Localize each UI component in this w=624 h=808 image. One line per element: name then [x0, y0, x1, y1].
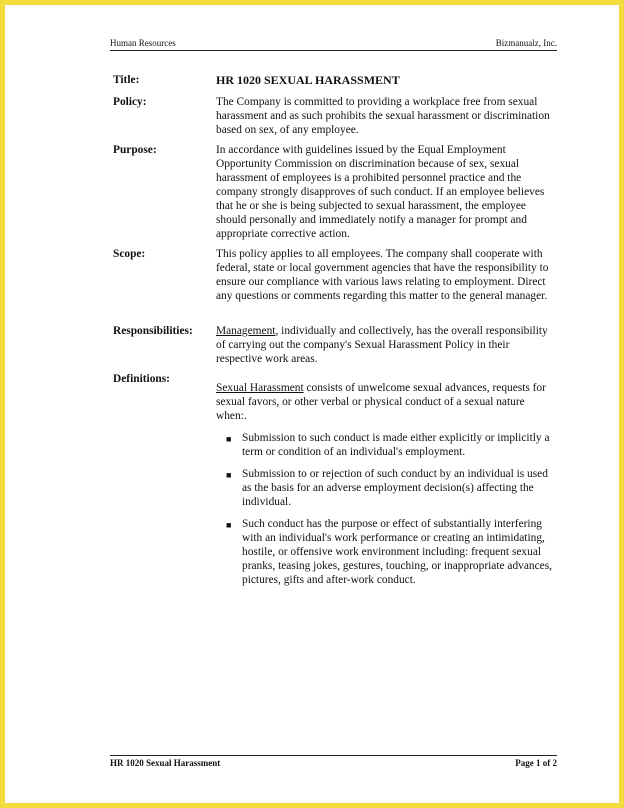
responsibilities-label: Responsibilities: [113, 325, 193, 337]
header-left: Human Resources [110, 38, 176, 48]
policy-row [113, 95, 553, 137]
definitions-list [216, 431, 553, 587]
bullet-icon: ■ [226, 434, 232, 444]
list-item: ■ Such conduct has the purpose or effect of substantially interfering with an individual's work performance or creating an intimidating, hostile, or offensive work environment including: frequent sexual pranks, teasing jokes, gestures, touching, or inappropriate advances, pictures, gifts and after-work conduct. [226, 518, 552, 586]
scope-row [113, 247, 553, 303]
policy-text: The Company is committed to providing a workplace free from sexual harassment and as such prohibits the sexual harassment or discrimination based on sex, of any employee. [216, 96, 550, 136]
header-right: Bizmanualz, Inc. [495, 38, 557, 48]
bullet-icon: ■ [226, 470, 232, 480]
page-number: Page 1 of 2 [515, 758, 557, 768]
scope-text: This policy applies to all employees. The company shall cooperate with federal, state or local government agencies that have the responsibility to ensure our compliance with various laws relating to employment. Direct any questions or comments regarding this matter to the general manager. [216, 248, 549, 302]
document-title: HR 1020 SEXUAL HARASSMENT [216, 73, 400, 87]
page-header [110, 38, 557, 51]
responsibilities-body: , individually and collectively, has the overall responsibility of carrying out the company's Sexual Harassment Policy in their respective work areas. [216, 325, 548, 365]
title-label: Title: [113, 74, 140, 86]
bullet-icon: ■ [226, 520, 232, 530]
definitions-row [113, 372, 553, 595]
purpose-label: Purpose: [113, 144, 157, 156]
management-term: Management [216, 325, 276, 337]
responsibilities-row [113, 324, 553, 366]
list-item: ■ Submission to such conduct is made either explicitly or implicitly a term or condition of an individual's employment. [226, 432, 550, 458]
scope-label: Scope: [113, 248, 146, 260]
document-page [5, 5, 619, 803]
definitions-text [216, 372, 553, 595]
definitions-body: consists of unwelcome sexual advances, requests for sexual favors, or other verbal or physical conduct of a sexual nature when:. [216, 382, 546, 422]
responsibilities-text [216, 324, 553, 366]
purpose-text: In accordance with guidelines issued by the Equal Employment Opportunity Commission on discrimination because of sex, sexual harassment of employees is a prohibited personnel practice and the company strongly disapproves of such conduct. If an employee believes that he or she is being subjected to sexual harassment, the employee should personally and immediately notify a manager for prompt and appropriate corrective action. [216, 144, 545, 240]
list-item: ■ Submission to or rejection of such conduct by an individual is used as the basis for an adverse employment decision(s) affecting the individual. [226, 468, 548, 508]
sexual-harassment-term: Sexual Harassment [216, 382, 304, 394]
policy-label: Policy: [113, 96, 147, 108]
page-footer [110, 755, 557, 768]
definitions-label: Definitions: [113, 373, 170, 385]
purpose-row [113, 143, 553, 241]
footer-left: HR 1020 Sexual Harassment [110, 758, 221, 768]
title-row [113, 73, 553, 87]
